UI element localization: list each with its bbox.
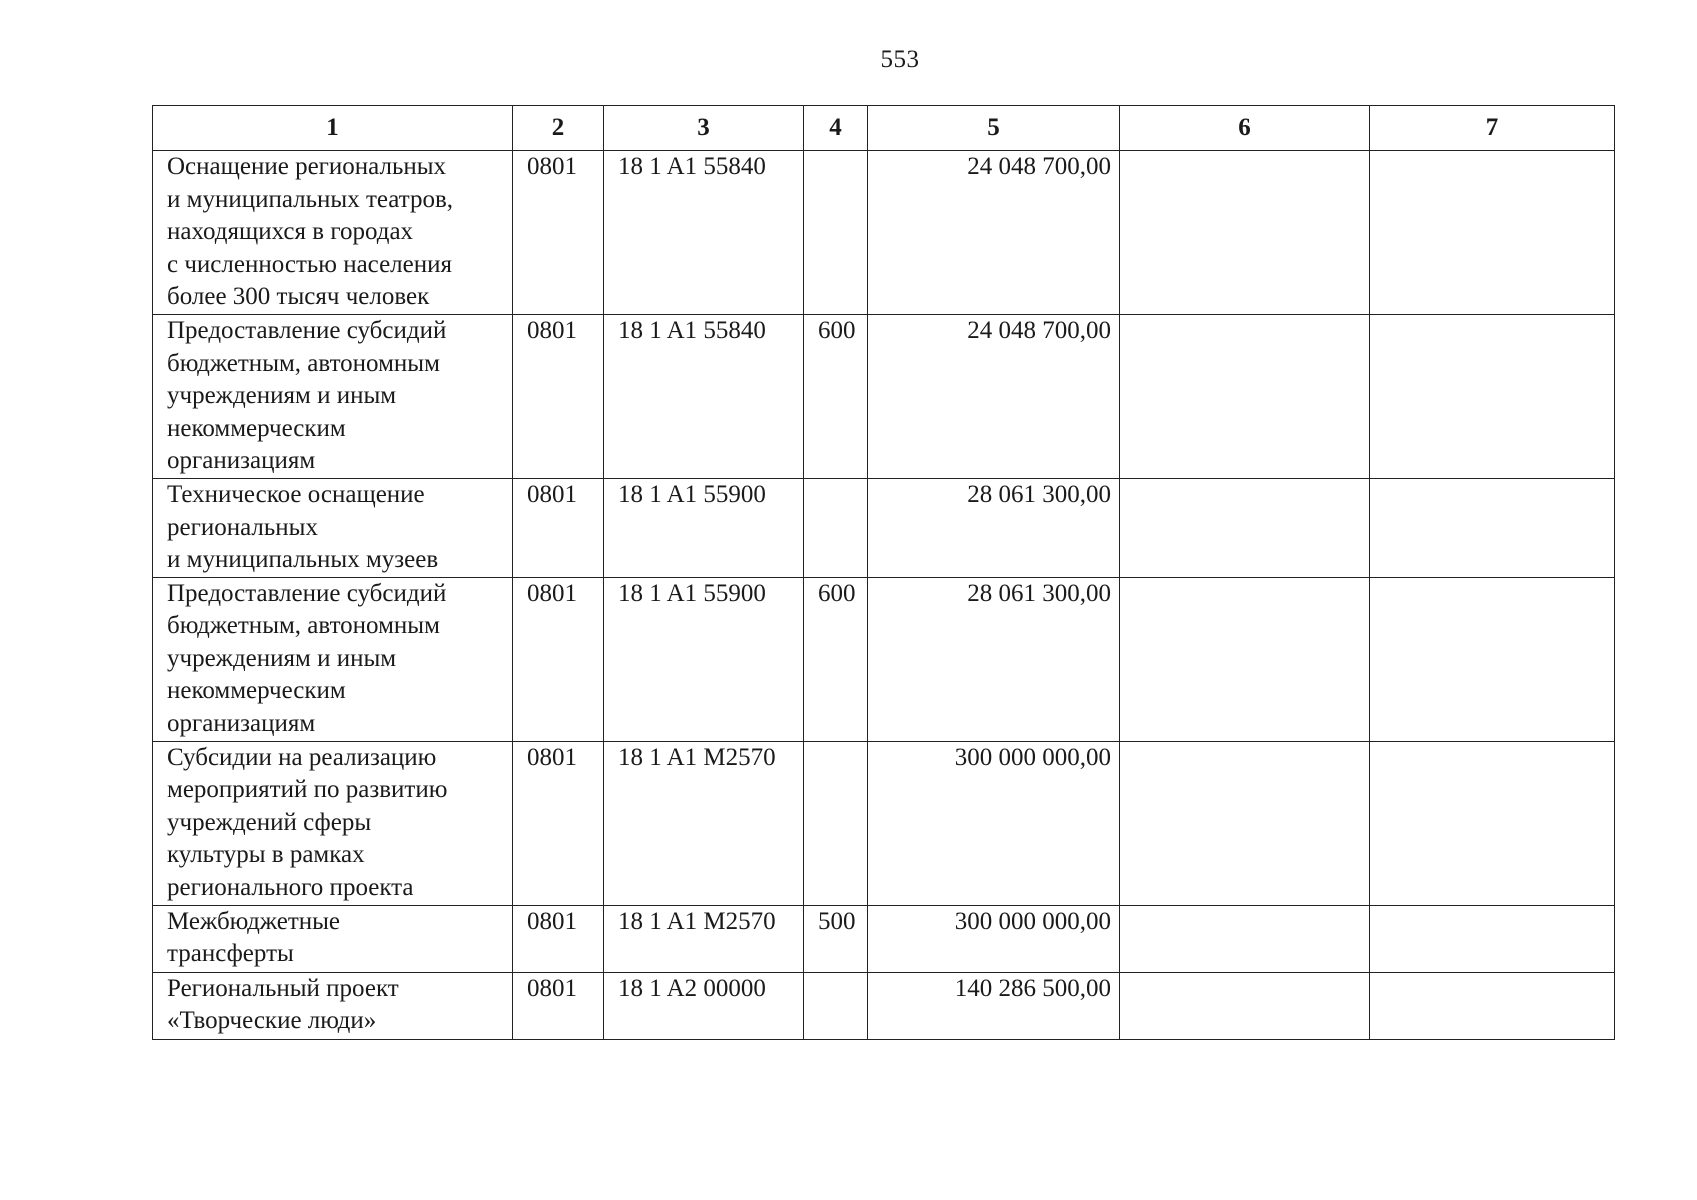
row-col6 [1120,577,1370,741]
row-target-code: 18 1 A1 M2570 [604,741,804,905]
row-col7 [1370,151,1615,315]
budget-table [152,105,1615,1040]
table-row [153,151,1615,315]
table-header-row [153,106,1615,151]
column-header-7: 7 [1370,106,1615,151]
column-header-5: 5 [868,106,1120,151]
row-col6 [1120,479,1370,578]
row-amount: 140 286 500,00 [868,972,1120,1039]
column-header-4: 4 [804,106,868,151]
row-name [153,315,513,479]
row-section: 0801 [513,905,604,972]
table-row [153,577,1615,741]
row-name-text: Оснащение региональных и муниципальных театров, находящихся в городах с численностью населения более 300 тысяч человек [167,153,454,310]
row-section: 0801 [513,315,604,479]
row-amount: 300 000 000,00 [868,905,1120,972]
row-name-text: Техническое оснащение региональных и муниципальных музеев [167,481,439,573]
row-col6 [1120,741,1370,905]
row-target-code: 18 1 A1 55840 [604,151,804,315]
table-row [153,972,1615,1039]
row-expense-type [804,741,868,905]
page-number: 553 [880,46,920,73]
row-col7 [1370,972,1615,1039]
row-amount: 24 048 700,00 [868,315,1120,479]
row-section: 0801 [513,741,604,905]
row-name-text: Региональный проект «Творческие люди» [167,974,399,1034]
row-section: 0801 [513,479,604,578]
table-row [153,315,1615,479]
row-col7 [1370,905,1615,972]
row-col6 [1120,972,1370,1039]
row-col6 [1120,315,1370,479]
row-name-text: Предоставление субсидий бюджетным, автономным учреждениям и иным некоммерческим организациям [167,579,447,737]
row-col7 [1370,741,1615,905]
column-header-1: 1 [153,106,513,151]
column-header-2: 2 [513,106,604,151]
row-section: 0801 [513,972,604,1039]
row-target-code: 18 1 A1 55840 [604,315,804,479]
row-name [153,479,513,578]
row-expense-type: 600 [804,577,868,741]
row-name [153,905,513,972]
row-col7 [1370,479,1615,578]
row-name [153,972,513,1039]
row-name-text: Межбюджетные трансферты [167,907,341,967]
row-expense-type [804,972,868,1039]
row-expense-type [804,151,868,315]
row-expense-type: 600 [804,315,868,479]
row-col6 [1120,151,1370,315]
table-row [153,479,1615,578]
row-col7 [1370,315,1615,479]
row-target-code: 18 1 A1 55900 [604,577,804,741]
table-row [153,741,1615,905]
row-amount: 28 061 300,00 [868,479,1120,578]
row-col7 [1370,577,1615,741]
table-row [153,905,1615,972]
column-header-3: 3 [604,106,804,151]
column-header-6: 6 [1120,106,1370,151]
row-amount: 28 061 300,00 [868,577,1120,741]
row-section: 0801 [513,151,604,315]
row-target-code: 18 1 A2 00000 [604,972,804,1039]
row-name [153,577,513,741]
row-amount: 300 000 000,00 [868,741,1120,905]
row-expense-type: 500 [804,905,868,972]
row-target-code: 18 1 A1 55900 [604,479,804,578]
row-col6 [1120,905,1370,972]
row-name [153,741,513,905]
row-expense-type [804,479,868,578]
row-section: 0801 [513,577,604,741]
row-target-code: 18 1 A1 M2570 [604,905,804,972]
row-name-text: Предоставление субсидий бюджетным, автономным учреждениям и иным некоммерческим организациям [167,317,447,474]
row-name [153,151,513,315]
row-name-text: Субсидии на реализацию мероприятий по развитию учреждений сферы культуры в рамках регионального проекта [167,743,448,901]
row-amount: 24 048 700,00 [868,151,1120,315]
